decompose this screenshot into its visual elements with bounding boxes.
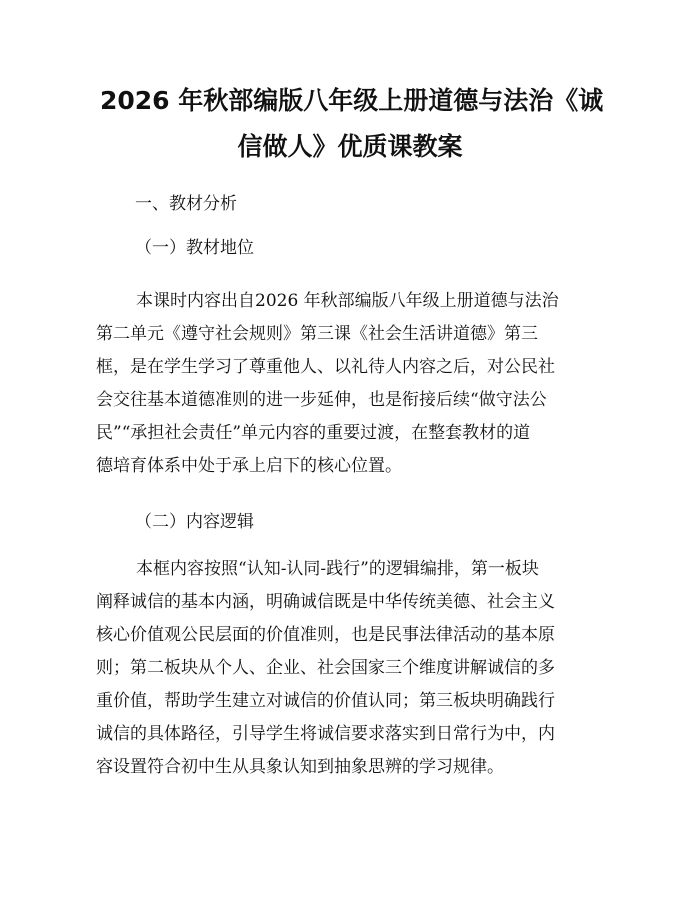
document-title <box>100 78 604 170</box>
paragraph-line: 容设置符合初中生从具象认知到抽象思辨的学习规律。 <box>96 757 504 777</box>
paragraph-line: 则；第二板块从个人、企业、社会国家三个维度讲解诚信的多 <box>96 658 555 678</box>
paragraph-line: 框，是在学生学习了尊重他人、以礼待人内容之后，对公民社 <box>96 357 555 377</box>
paragraph-line: 本课时内容出自2026 年秋部编版八年级上册道德与法治 <box>136 291 559 311</box>
paragraph-line: 德培育体系中处于承上启下的核心位置。 <box>96 456 402 476</box>
paragraph-line: 核心价值观公民层面的价值准则，也是民事法律活动的基本原 <box>96 625 555 645</box>
paragraph-line: 阐释诚信的基本内涵，明确诚信既是中华传统美德、社会主义 <box>96 592 555 612</box>
paragraph-line: 第二单元《遵守社会规则》第三课《社会生活讲道德》第三 <box>96 324 538 344</box>
subsection-heading-position: （一）教材地位 <box>135 238 254 258</box>
paragraph-textbook-position <box>96 285 606 483</box>
subsection-heading-logic: （二）内容逻辑 <box>135 512 254 532</box>
paragraph-line: 重价值，帮助学生建立对诚信的价值认同；第三板块明确践行 <box>96 691 555 711</box>
paragraph-line: 会交往基本道德准则的进一步延伸，也是衔接后续“做守法公 <box>96 390 547 410</box>
section-heading-analysis: 一、教材分析 <box>135 194 237 214</box>
title-line-2: 信做人》优质课教案 <box>237 132 463 161</box>
paragraph-content-logic <box>96 553 606 784</box>
paragraph-line: 诚信的具体路径，引导学生将诚信要求落实到日常行为中，内 <box>96 724 555 744</box>
paragraph-line: 本框内容按照“认知-认同-践行”的逻辑编排，第一板块 <box>136 559 539 579</box>
paragraph-line: 民”“承担社会责任”单元内容的重要过渡，在整套教材的道 <box>96 423 531 443</box>
title-line-1: 2026 年秋部编版八年级上册道德与法治《诚 <box>100 86 604 115</box>
